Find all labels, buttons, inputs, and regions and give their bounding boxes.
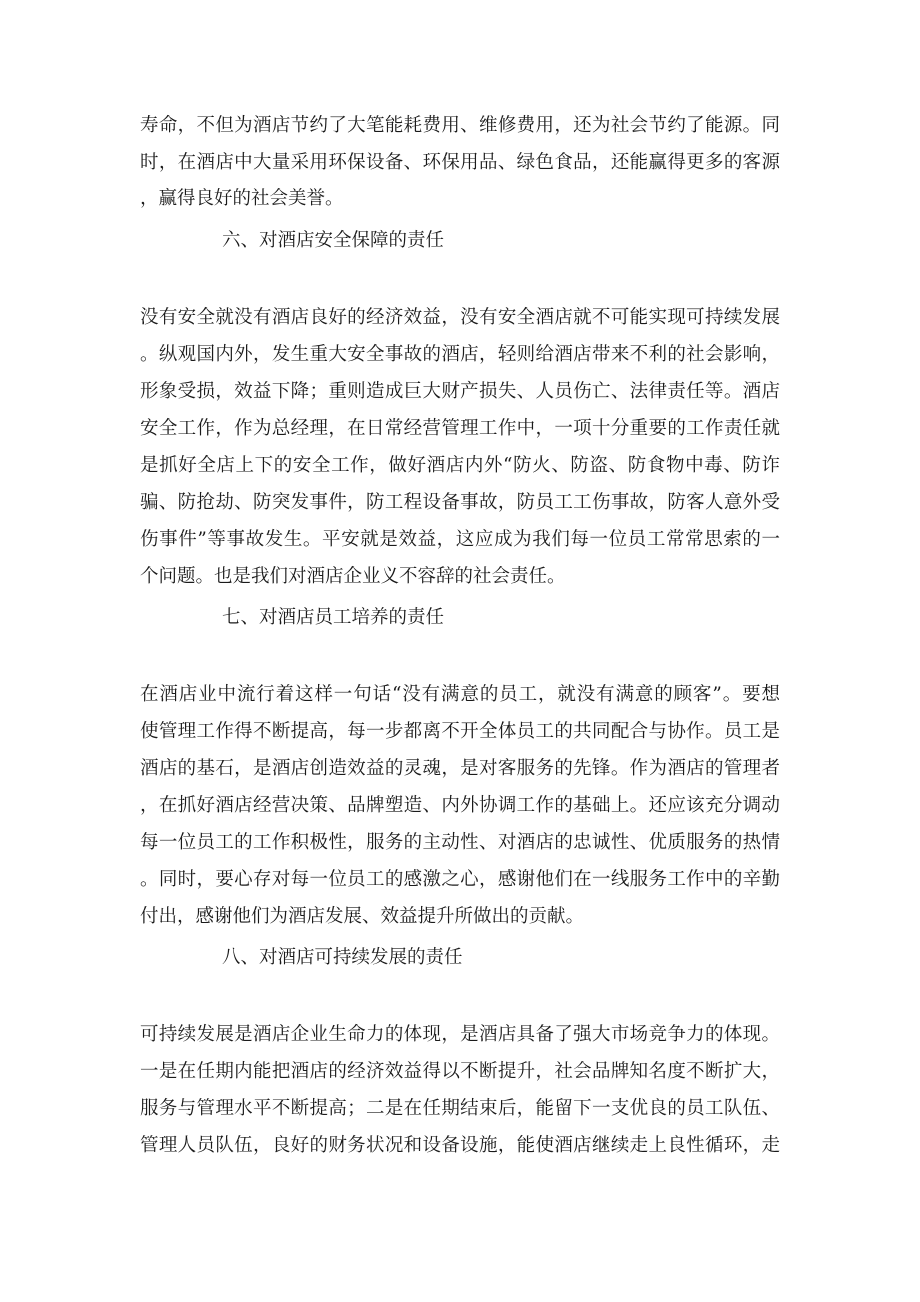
paragraph-line: 时，在酒店中大量采用环保设备、环保用品、绿色食品，还能赢得更多的客源 xyxy=(140,152,780,173)
paragraph-line: 个问题。也是我们对酒店企业义不容辞的社会责任。 xyxy=(140,566,566,587)
paragraph-line: 形象受损，效益下降；重则造成巨大财产损失、人员伤亡、法律责任等。酒店 xyxy=(140,381,780,402)
section-heading-6: 六、对酒店安全保障的责任 xyxy=(222,230,445,251)
paragraph-line: 每一位员工的工作积极性，服务的主动性、对酒店的忠诚性、优质服务的热情 xyxy=(140,832,780,853)
section-heading-7: 七、对酒店员工培养的责任 xyxy=(222,607,445,628)
paragraph-line: 一是在任期内能把酒店的经济效益得以不断提升，社会品牌知名度不断扩大， xyxy=(140,1061,780,1082)
paragraph-line: 伤事件”等事故发生。平安就是效益，这应成为我们每一位员工常常思索的一 xyxy=(140,529,780,550)
paragraph-line: 酒店的基石，是酒店创造效益的灵魂，是对客服务的先锋。作为酒店的管理者 xyxy=(140,758,780,779)
paragraph-line: 没有安全就没有酒店良好的经济效益，没有安全酒店就不可能实现可持续发展 xyxy=(140,307,780,328)
paragraph-line: 。纵观国内外，发生重大安全事故的酒店，轻则给酒店带来不利的社会影响， xyxy=(140,344,780,365)
paragraph-line: 在酒店业中流行着这样一句话“没有满意的员工，就没有满意的顾客”。要想 xyxy=(140,684,780,705)
paragraph-line: 付出，感谢他们为酒店发展、效益提升所做出的贡献。 xyxy=(140,906,585,927)
paragraph-line: 。同时，要心存对每一位员工的感激之心，感谢他们在一线服务工作中的辛勤 xyxy=(140,869,780,890)
paragraph-line: 管理人员队伍，良好的财务状况和设备设施，能使酒店继续走上良性循环，走 xyxy=(140,1135,780,1156)
paragraph-line: 骗、防抢劫、防突发事件，防工程设备事故，防员工工伤事故，防客人意外受 xyxy=(140,492,780,513)
paragraph-line: ，赢得良好的社会美誉。 xyxy=(140,188,344,209)
paragraph-line: 使管理工作得不断提高，每一步都离不开全体员工的共同配合与协作。员工是 xyxy=(140,721,780,742)
paragraph-line: 是抓好全店上下的安全工作，做好酒店内外“防火、防盗、防食物中毒、防诈 xyxy=(140,455,780,476)
paragraph-line: 安全工作，作为总经理，在日常经营管理工作中，一项十分重要的工作责任就 xyxy=(140,418,780,439)
paragraph-line: 寿命，不但为酒店节约了大笔能耗费用、维修费用，还为社会节约了能源。同 xyxy=(140,115,780,136)
paragraph-line: 服务与管理水平不断提高；二是在任期结束后，能留下一支优良的员工队伍、 xyxy=(140,1098,780,1119)
section-heading-8: 八、对酒店可持续发展的责任 xyxy=(222,947,463,968)
paragraph-line: 可持续发展是酒店企业生命力的体现，是酒店具备了强大市场竞争力的体现。 xyxy=(140,1024,780,1045)
paragraph-line: ，在抓好酒店经营决策、品牌塑造、内外协调工作的基础上。还应该充分调动 xyxy=(140,795,780,816)
